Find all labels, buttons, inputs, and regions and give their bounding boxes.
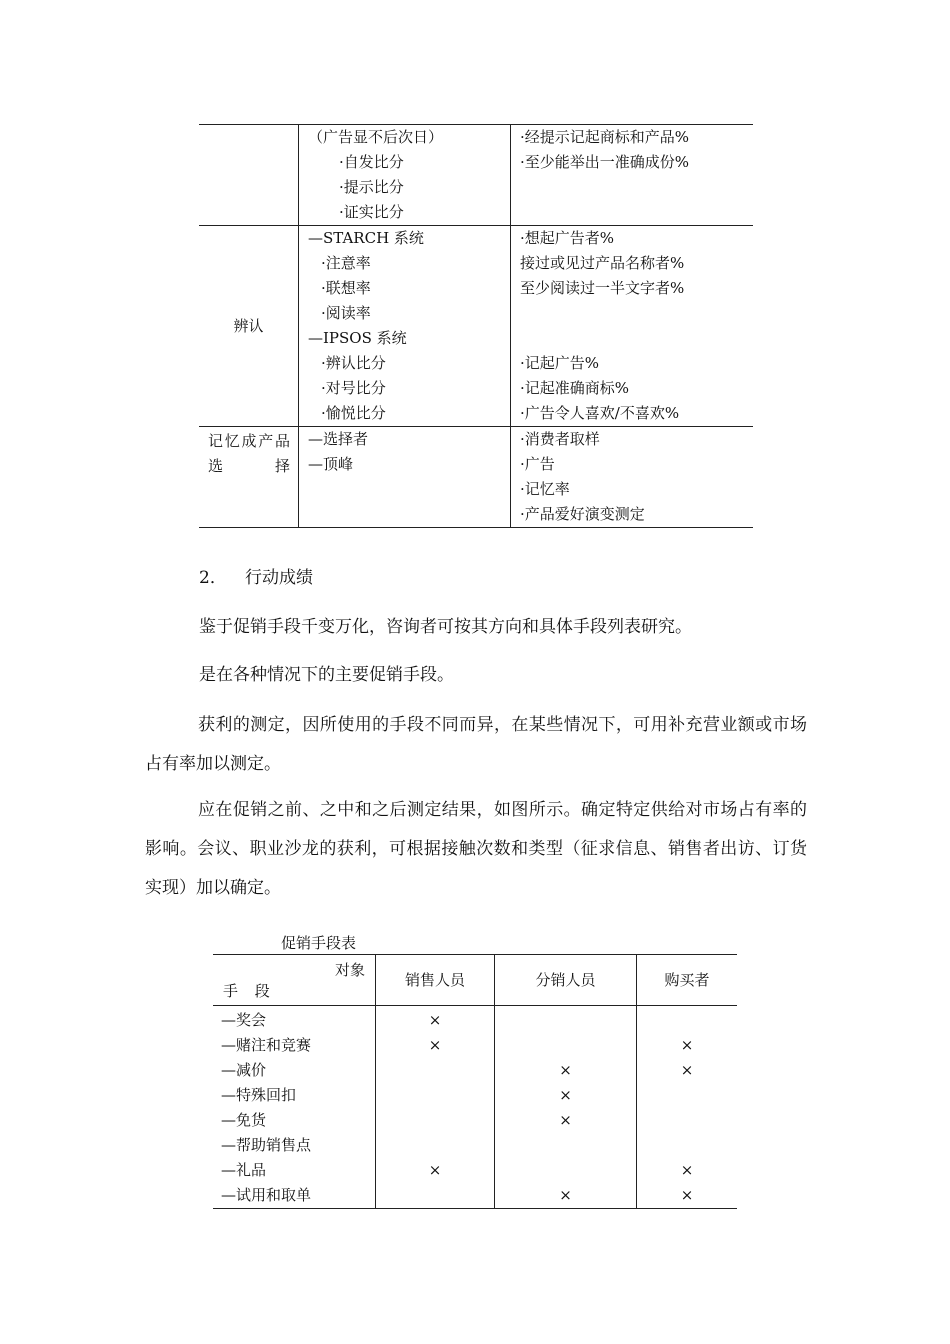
table-cell-method	[299, 427, 511, 528]
table-cell-method	[299, 125, 511, 226]
section-heading	[199, 563, 313, 593]
table-row	[213, 1033, 737, 1058]
paragraph: 获利的测定，因所使用的手段不同而异，在某些情况下，可用补充营业额或市场占有率加以测定。	[145, 715, 807, 774]
means-cell: —减价	[213, 1058, 376, 1083]
method-line: ·辨认比分	[321, 354, 386, 372]
table-cell-indicator	[511, 125, 754, 226]
mark-cell	[637, 1006, 738, 1034]
mark-cell: ×	[680, 1061, 694, 1079]
mark-cell: ×	[376, 1006, 495, 1034]
mark-cell	[495, 1033, 637, 1058]
method-line: ·阅读率	[321, 304, 371, 322]
means-cell: —特殊回扣	[213, 1083, 376, 1108]
table-cell-indicator	[511, 226, 754, 427]
indicator-line: ·广告令人喜欢/不喜欢%	[520, 404, 680, 422]
header-object-label: 对象	[334, 961, 365, 979]
section-number: 2．	[199, 568, 227, 588]
indicator-line: ·经提示记起商标和产品%	[520, 128, 690, 146]
table-row	[213, 1108, 737, 1133]
section-title: 行动成绩	[245, 568, 313, 588]
promotion-means-table	[213, 954, 737, 1209]
indicator-line: ·记起准确商标%	[520, 379, 630, 397]
table-row	[213, 1183, 737, 1209]
mark-cell: ×	[495, 1083, 637, 1108]
indicator-line: ·至少能举出一准确成份%	[520, 153, 690, 171]
table-cell-category: 辨认	[199, 226, 299, 427]
indicator-line: ·记忆率	[520, 480, 570, 498]
table-row	[213, 1058, 737, 1083]
column-header: 销售人员	[376, 955, 495, 1006]
means-cell: —礼品	[213, 1158, 376, 1183]
header-means-label: 手 段	[223, 982, 276, 1000]
table-caption: 促销手段表	[281, 934, 357, 952]
method-line: （广告显不后次日）	[308, 128, 444, 146]
table-row	[199, 427, 753, 528]
mark-cell: ×	[495, 1058, 637, 1083]
mark-cell	[376, 1058, 495, 1083]
table-cell-category	[199, 125, 299, 226]
indicator-line: ·想起广告者%	[520, 229, 615, 247]
mark-cell	[637, 1083, 738, 1108]
indicator-line: 接过或见过产品名称者%	[520, 254, 685, 272]
mark-cell: ×	[680, 1036, 694, 1054]
method-line: ·联想率	[321, 279, 371, 297]
category-label: 记忆成产品选择	[208, 432, 290, 475]
table-cell-method	[299, 226, 511, 427]
header-diagonal-cell	[213, 955, 376, 1006]
method-line: ·证实比分	[339, 203, 404, 221]
paragraph: 鉴于促销手段千变万化，咨询者可按其方向和具体手段列表研究。	[199, 617, 692, 637]
mark-cell: ×	[376, 1158, 495, 1183]
indicator-line	[511, 301, 753, 326]
indicator-line: 至少阅读过一半文字者%	[520, 279, 685, 297]
column-header: 分销人员	[495, 955, 637, 1006]
method-line: ·对号比分	[321, 379, 386, 397]
method-line: —顶峰	[308, 455, 354, 473]
measurement-table	[199, 124, 753, 528]
method-line: —选择者	[308, 430, 369, 448]
table-row	[213, 1158, 737, 1183]
mark-cell	[376, 1133, 495, 1158]
paragraph: 应在促销之前、之中和之后测定结果，如图所示。确定特定供给对市场占有率的影响。会议、职业沙龙的获利，可根据接触次数和类型（征求信息、销售者出访、订货实现）加以确定。	[145, 800, 807, 898]
table-row	[199, 125, 753, 226]
indicator-line: ·记起广告%	[520, 354, 600, 372]
mark-cell	[637, 1133, 738, 1158]
mark-cell: ×	[637, 1183, 738, 1209]
table-row	[213, 1006, 737, 1034]
table-row	[213, 1083, 737, 1108]
method-line: ·注意率	[321, 254, 371, 272]
mark-cell	[376, 1108, 495, 1133]
means-cell: —赌注和竞赛	[213, 1033, 376, 1058]
table-row	[213, 1133, 737, 1158]
column-header: 购买者	[637, 955, 738, 1006]
method-line: ·自发比分	[339, 153, 404, 171]
method-line: —STARCH 系统	[308, 229, 424, 247]
mark-cell	[637, 1108, 738, 1133]
means-cell: —试用和取单	[213, 1183, 376, 1209]
indicator-line: ·广告	[520, 455, 555, 473]
mark-cell	[495, 1006, 637, 1034]
means-cell: —免货	[213, 1108, 376, 1133]
means-cell: —帮助销售点	[213, 1133, 376, 1158]
table-row	[199, 226, 753, 427]
mark-cell	[376, 1083, 495, 1108]
mark-cell: ×	[680, 1161, 694, 1179]
indicator-line: ·产品爱好演变测定	[520, 505, 645, 523]
paragraph: 是在各种情况下的主要促销手段。	[199, 665, 454, 685]
method-line: —IPSOS 系统	[308, 329, 407, 347]
mark-cell	[495, 1133, 637, 1158]
indicator-line	[511, 326, 753, 351]
method-line: ·愉悦比分	[321, 404, 386, 422]
mark-cell: ×	[495, 1183, 637, 1209]
mark-cell: ×	[495, 1108, 637, 1133]
means-cell: —奖会	[213, 1006, 376, 1034]
mark-cell: ×	[376, 1033, 495, 1058]
mark-cell	[495, 1158, 637, 1183]
mark-cell	[376, 1183, 495, 1209]
method-line: ·提示比分	[339, 178, 404, 196]
table-header-row	[213, 955, 737, 1006]
indicator-line: ·消费者取样	[520, 430, 600, 448]
table-cell-indicator	[511, 427, 754, 528]
table-cell-category	[199, 427, 299, 528]
